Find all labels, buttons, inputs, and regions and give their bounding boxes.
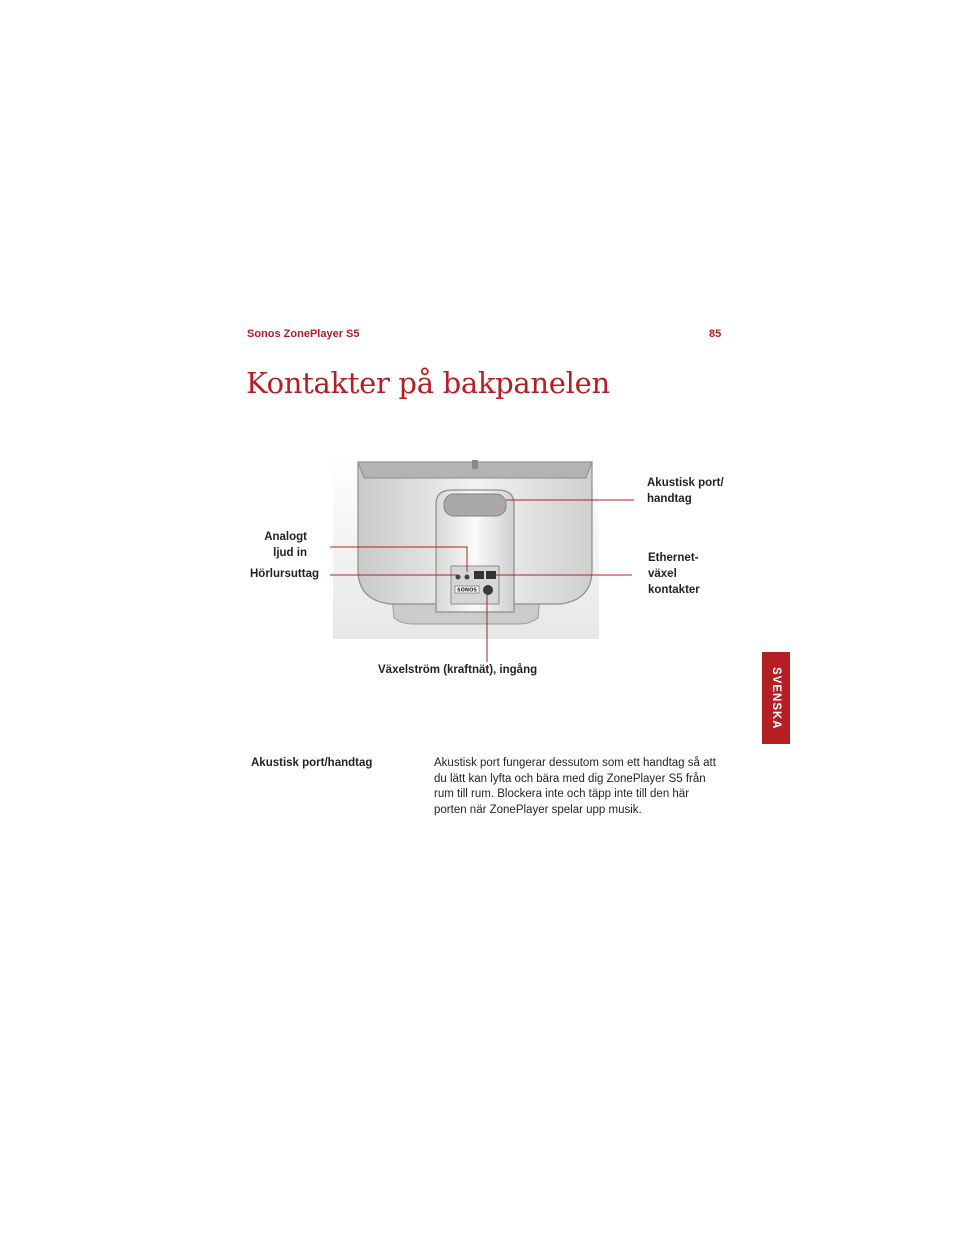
definition-line: rum till rum. Blockera inte och täpp inte till den här [434, 788, 690, 800]
callout-ethernet-switch [648, 550, 718, 598]
definition-line: Akustisk port fungerar dessutom som ett handtag så att [434, 757, 716, 769]
callout-acoustic-line1: Akustisk port/ [647, 477, 724, 489]
callout-acoustic-port [647, 475, 727, 507]
language-tab-label: SVENSKA [770, 666, 782, 730]
callout-acoustic-line2: handtag [647, 493, 692, 505]
callout-analog-audio-in [240, 529, 307, 561]
callout-ac-power-input: Växelström (kraftnät), ingång [378, 664, 538, 676]
callout-ethernet-line1: Ethernet- [648, 552, 699, 564]
definition-text [434, 756, 724, 818]
definition-term: Akustisk port/handtag [251, 757, 373, 769]
language-tab [762, 652, 790, 744]
callout-analog-line1: Analogt [264, 531, 307, 543]
callout-ethernet-line3: kontakter [648, 584, 700, 596]
page-title: Kontakter på bakpanelen [246, 366, 610, 400]
callout-ethernet-line2: växel [648, 568, 677, 580]
definition-line: du lätt kan lyfta och bära med dig ZonePlayer S5 från [434, 772, 706, 785]
callout-headphone-jack: Hörlursuttag [250, 568, 319, 580]
device-logo: SONOS [457, 587, 477, 594]
callout-analog-line2: ljud in [273, 547, 307, 559]
running-header: Sonos ZonePlayer S5 [247, 328, 360, 340]
definition-line: porten när ZonePlayer spelar upp musik. [434, 803, 642, 816]
page-number: 85 [709, 328, 722, 340]
